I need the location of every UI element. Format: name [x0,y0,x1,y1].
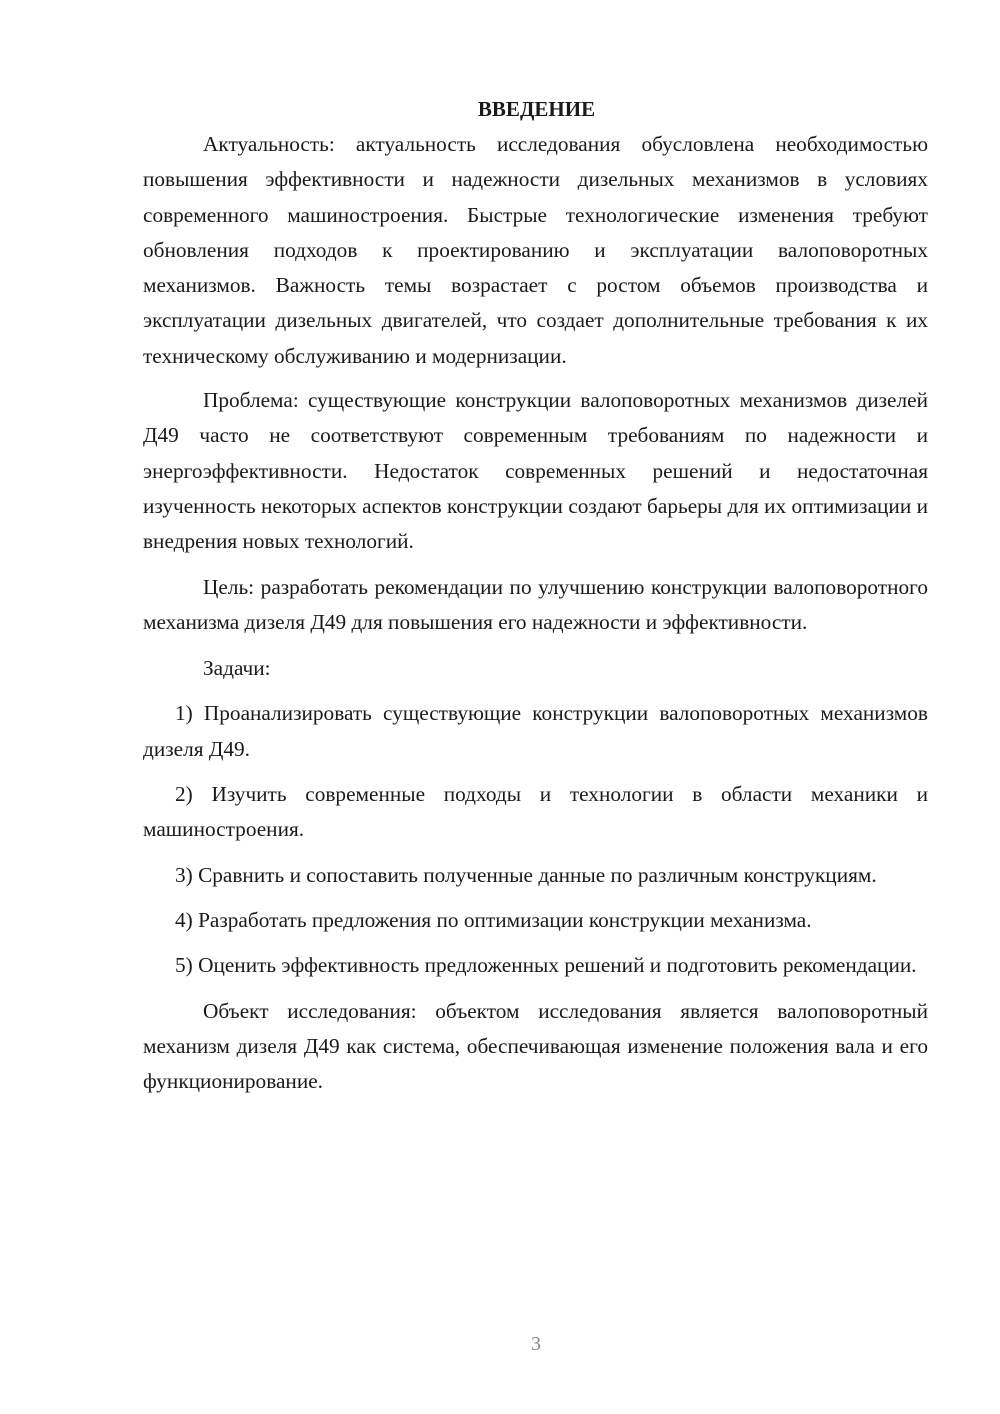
problem-paragraph: Проблема: существующие конструкции валоповоротных механизмов дизелей Д49 часто не соответствуют современным требованиям по надежности и энергоэффективности. Недостаток современных решений и недостаточная изученность некоторых аспектов конструкции создают барьеры для их оптимизации и внедрения новых технологий. [143,388,928,554]
task-item-1: 1) Проанализировать существующие конструкции валоповоротных механизмов дизеля Д49. [143,701,928,761]
document-page [143,92,928,1099]
task-item-5: 5) Оценить эффективность предложенных решений и подготовить рекомендации. [175,953,917,978]
goal-paragraph: Цель: разработать рекомендации по улучшению конструкции валоповоротного механизма дизеля Д49 для повышения его надежности и эффективности. [143,574,928,634]
relevance-paragraph: Актуальность: актуальность исследования обусловлена необходимостью повышения эффективности и надежности дизельных механизмов в условиях современного машиностроения. Быстрые технологические изменения требуют обновления подходов к проектированию и эксплуатации валоповоротных механизмов. Важность темы возрастает с ростом объемов производства и эксплуатации дизельных двигателей, что создает дополнительные требования к их техническому обслуживанию и модернизации. [143,132,928,368]
task-item-4: 4) Разработать предложения по оптимизации конструкции механизма. [175,907,812,932]
task-item-3: 3) Сравнить и сопоставить полученные данные по различным конструкциям. [175,862,877,887]
section-heading: ВВЕДЕНИЕ [477,97,596,121]
tasks-title: Задачи: [203,656,271,681]
task-item-2: 2) Изучить современные подходы и технологии в области механики и машиностроения. [143,782,928,842]
page-number: 3 [531,1333,541,1355]
object-paragraph: Объект исследования: объектом исследования является валоповоротный механизм дизеля Д49 как система, обеспечивающая изменение положения вала и его функционирование. [143,998,928,1094]
